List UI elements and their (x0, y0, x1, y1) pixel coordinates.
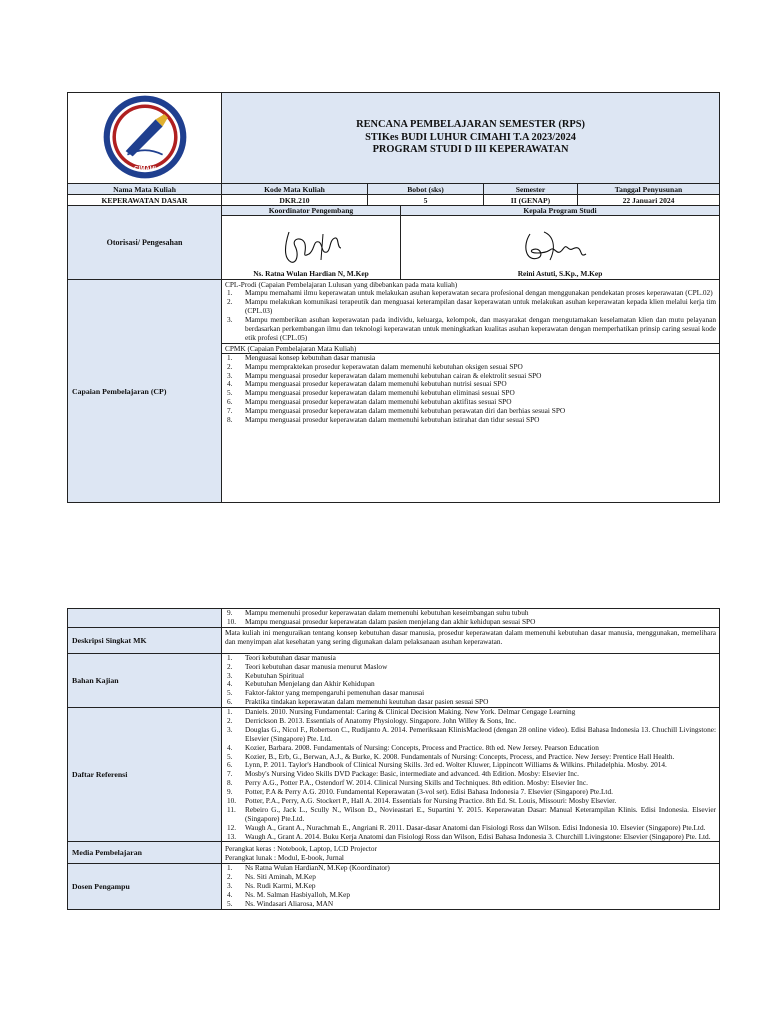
list-text: Mampu menguasai prosedur keperawatan dalam memenuhi kebutuhan istirahat dan tidur sesuai SPO (245, 415, 540, 425)
study-material-content (222, 653, 720, 707)
references-row (68, 708, 720, 842)
coordinator-name: Ns. Ratna Wulan Hardian N, M.Kep (253, 269, 369, 279)
list-text: Derrickson B. 2013. Essentials of Anatomy Physiology. Singapore. John Willey & Sons, Inc. (245, 716, 517, 726)
cpmk-list (225, 354, 716, 425)
list-number: 1. (227, 863, 233, 873)
cpmk-continued-row (68, 609, 720, 628)
authorization-header-row (68, 206, 720, 216)
list-text: Mampu mempraktekan prosedur keperawatan dalam memenuhi kebutuhan oksigen sesuai SPO (245, 361, 523, 371)
description-text: Mata kuliah ini menguraikan tentang konsep kebutuhan dasar manusia, prosedur keperawatan dalam memenuhi kebutuhan dasar manusia, menggunakan, memelihara dan menyimpan alat kesehatan yang sering digunakan dalam pelaksanaan asuhan keperawatan. (225, 627, 716, 646)
course-code-value: DKR.210 (222, 195, 368, 206)
list-number: 2. (227, 661, 233, 671)
list-text: Mampu menguasai prosedur keperawatan dalam memenuhi kebutuhan aktifitas sesuai SPO (245, 397, 512, 407)
cpl-list (225, 289, 716, 342)
page-2-table-wrap (67, 608, 720, 910)
cpl-heading: CPL-Prodi (Capaian Pembelajaran Lulusan yang dibebankan pada mata kuliah) (225, 280, 458, 290)
reference-item (225, 726, 716, 744)
list-text: Ns Ratna Wulan HardianN, M.Kep (Koordinator) (245, 863, 390, 873)
course-code-header: Kode Mata Kuliah (222, 184, 368, 195)
course-name-value: KEPERAWATAN DASAR (68, 195, 222, 206)
course-info-value-row (68, 195, 720, 206)
references-label: Daftar Referensi (68, 708, 222, 842)
learning-outcomes-label: Capaian Pembelajaran (CP) (68, 280, 222, 503)
list-text: Mampu melakukan komunikasi terapeutik dan menguasai keterampilan dasar keperawatan untuk melakukan asuhan keperawatan kepada klien melalui kerja tim (CPL.03) (245, 297, 717, 316)
institution-logo-icon (101, 93, 189, 181)
list-number: 9. (227, 608, 233, 617)
list-text: Potter, P.A., Perry, A.G. Stockert P., Hall A. 2014. Essentials for Nursing Practice. 8th Ed. St. Louis, Missouri: Mosby Elsevier. (245, 796, 617, 806)
lecturers-content (222, 864, 720, 909)
course-info-header-row (68, 184, 720, 195)
document-title-line-2: STIKes BUDI LUHUR CIMAHI T.A 2023/2024 (365, 131, 576, 143)
study-material-row (68, 653, 720, 707)
coordinator-signature-cell (222, 216, 401, 280)
list-number: 5. (227, 388, 233, 398)
date-header: Tanggal Penyusunan (578, 184, 720, 195)
head-of-program-label: Kepala Program Studi (401, 206, 720, 216)
list-text: Ns. Rudi Karmi, M.Kep (245, 881, 316, 891)
list-number: 3. (227, 315, 233, 324)
list-number: 10. (227, 796, 237, 806)
list-number: 3. (227, 881, 233, 891)
list-number: 13. (227, 831, 237, 841)
lecturers-list (225, 864, 716, 908)
cpl-item (225, 316, 716, 343)
authorization-label: Otorisasi/ Pengesahan (68, 206, 222, 280)
software-line: Perangkat lunak : Modul, E-book, Jurnal (225, 852, 344, 862)
list-text: Kebutuhan Menjelang dan Akhir Kehidupan (245, 679, 375, 689)
list-number: 12. (227, 822, 237, 832)
list-number: 1. (227, 707, 233, 717)
list-text: Mosby's Nursing Video Skills DVD Package: Basic, intermediate and advanced. 4th Edition. Mosby: Elsevier Inc. (245, 769, 579, 779)
learning-media-content (222, 842, 720, 864)
list-text: Ns. Siti Aminah, M.Kep (245, 872, 316, 882)
lecturers-label: Dosen Pengampu (68, 864, 222, 909)
cpmk-heading: CPMK (Capaian Pembelajaran Mata Kuliah) (225, 343, 357, 353)
semester-value: II (GENAP) (484, 195, 578, 206)
hardware-line: Perangkat keras : Notebook, Laptop, LCD Projector (225, 843, 377, 853)
list-number: 1. (227, 652, 233, 662)
list-text: Kozier, Barbara. 2008. Fundamentals of Nursing: Concepts, Process and Practice. 8th ed. New Jersey. Pearson Education (245, 742, 599, 752)
list-text: Ns. Windasari Aliarosa, MAN (245, 899, 334, 909)
logo-cell (68, 93, 222, 184)
list-text: Menguasai konsep kebutuhan dasar manusia (245, 352, 376, 362)
list-text: Faktor-faktor yang mempengaruhi pemenuhan dasar manusai (245, 688, 425, 698)
list-number: 2. (227, 361, 233, 371)
list-text: Kozier, B., Erb, G., Berwan, A.J., & Burke, K. 2008. Fundamentals of Nursing: Concepts, Process, and Practice. New Jersey: Prentice Hall Health. (245, 751, 675, 761)
learning-outcomes-row (68, 280, 720, 503)
list-text: Waugh A., Grant A., Nurachmah E., Angriani R. 2011. Dasar-dasar Anatomi dan Fisiologi Ross dan Wilson. Edisi Indonesia 10. Elsevier (Singapore) Pte.Ltd. (245, 822, 706, 832)
list-number: 2. (227, 872, 233, 882)
list-number: 3. (227, 670, 233, 680)
lecturer-item (225, 900, 716, 909)
cpmk-item (225, 416, 716, 425)
head-of-program-signature-cell (401, 216, 720, 280)
list-text: Lynn, P. 2011. Taylor's Handbook of Clinical Nursing Skills. 3rd ed. Wolter Kluwer, Lippincott Williams & Wilkins. Philadelphia. Mosby. 2014. (245, 760, 667, 770)
list-number: 7. (227, 406, 233, 416)
list-number: 8. (227, 415, 233, 425)
coordinator-label: Koordinator Pengembang (222, 206, 401, 216)
reference-item (225, 806, 716, 824)
credit-value: 5 (368, 195, 484, 206)
list-text: Teori kebutuhan dasar manusia (245, 652, 336, 662)
list-text: Douglas G., Nicol F., Robertson C., Rudijanto A. 2014. Pemeriksaan KlinisMacleod (dengan 28 online video). Edisi Bahasa Indonesia 13. Chuchill Livingstone: Elsevier (Singapore) Pte. Ltd. (245, 724, 716, 743)
list-number: 7. (227, 769, 233, 779)
list-text: Mampu memberikan asuhan keperawatan pada individu, keluarga, kelompok, dan masyarakat dengan mengutamakan keselamatan klien dan mutu pelayanan berdasarkan perkembangan ilmu dan teknologi keperawatan untuk meningkatkan kualitas asuhan keperawatan dengan memperhatikan prinsip caring sesuai kode etik profesi (CPL.05) (245, 315, 717, 342)
list-text: Perry A.G., Potter P.A., Ostendorf W. 2014. Clinical Nursing Skills and Techniques. 8th edition. Mosby: Elsevier Inc. (245, 778, 588, 788)
list-number: 6. (227, 697, 233, 707)
list-number: 10. (227, 616, 237, 626)
list-text: Teori kebutuhan dasar manusia menurut Maslow (245, 661, 388, 671)
document-title-line-1: RENCANA PEMBELAJARAN SEMESTER (RPS) (356, 119, 585, 131)
list-number: 5. (227, 751, 233, 761)
list-text: Rebeiro G., Jack L., Scully N., Wilson D., Novieastari E., Supartini Y. 2015. Keperawatan Dasar: Manual Keterampilan Klinis. Edisi Indonesia. Elsevier (Singapore) Pte.Ltd. (245, 804, 716, 823)
list-number: 4. (227, 742, 233, 752)
learning-media-row (68, 842, 720, 864)
study-material-label: Bahan Kajian (68, 653, 222, 707)
description-content (222, 627, 720, 653)
head-of-program-name: Reini Astuti, S.Kp., M.Kep (517, 269, 603, 279)
document-title-line-3: PROGRAM STUDI D III KEPERAWATAN (372, 144, 569, 156)
semester-header: Semester (484, 184, 578, 195)
list-number: 1. (227, 288, 233, 298)
list-number: 6. (227, 397, 233, 407)
title-cell (222, 93, 720, 184)
rps-table-page-1 (67, 92, 720, 503)
reference-item (225, 833, 716, 842)
description-row (68, 627, 720, 653)
credit-header: Bobot (sks) (368, 184, 484, 195)
cpmk-item (225, 618, 716, 627)
cpl-item (225, 298, 716, 316)
date-value: 22 Januari 2024 (578, 195, 720, 206)
description-label: Deskripsi Singkat MK (68, 627, 222, 653)
list-number: 5. (227, 899, 233, 909)
list-text: Daniels. 2010. Nursing Fundamental: Caring & Clinical Decision Making. New York. Delmar Cengage Learning (245, 707, 576, 717)
list-number: 2. (227, 716, 233, 726)
list-number: 6. (227, 760, 233, 770)
list-text: Kebutuhan Spiritual (245, 670, 304, 680)
list-number: 3. (227, 370, 233, 380)
logo-text: CIMAHI (133, 165, 156, 173)
list-text: Ns. M. Salman Hasbiyalloh, M.Kep (245, 890, 350, 900)
learning-media-label: Media Pembelajaran (68, 842, 222, 864)
list-number: 9. (227, 787, 233, 797)
rps-table-page-2 (67, 608, 720, 910)
list-text: Mampu menguasai prosedur keperawatan dalam memenuhi kebutuhan perawatan diri dan berhias sesuai SPO (245, 406, 566, 416)
course-name-header: Nama Mata Kuliah (68, 184, 222, 195)
coordinator-signature-icon (225, 224, 404, 270)
cpmk-continued-list (225, 609, 716, 627)
page-1-table-wrap (67, 92, 720, 503)
study-material-item (225, 698, 716, 707)
list-number: 3. (227, 724, 233, 734)
list-number: 1. (227, 352, 233, 362)
learning-outcomes-content (222, 280, 720, 503)
list-number: 5. (227, 688, 233, 698)
list-text: Waugh A., Grant A. 2014. Buku Kerja Anatomi dan Fisiologi Ross dan Wilson, Edisi Bahasa Indonesia 3. Churchill Livingstone: Elsevier (Singapore) Pte. Ltd. (245, 831, 711, 841)
list-number: 4. (227, 379, 233, 389)
list-text: Mampu memenuhi prosedur keperawatan dalam memenuhi kebutuhan keseimbangan suhu tubuh (245, 608, 529, 617)
head-of-program-signature-icon (404, 224, 716, 270)
list-number: 11. (227, 804, 236, 814)
cpmk-continued-content (222, 609, 720, 628)
list-number: 8. (227, 778, 233, 788)
list-text: Mampu menguasai prosedur keperawatan dalam pasien menjelang dan akhir kehidupan sesuai SPO (245, 616, 536, 626)
references-content (222, 708, 720, 842)
list-text: Mampu menguasai prosedur keperawatan dalam memenuhi kebutuhan nutrisi sesuai SPO (245, 379, 507, 389)
references-list (225, 708, 716, 841)
list-text: Mampu menguasai prosedur keperawatan dalam memenuhi kebutuhan cairan & elektrolit sesuai SPO (245, 370, 542, 380)
list-text: Potter, P.A & Perry A.G. 2010. Fundamental Keperawatan (3-vol set). Edisi Bahasa Indonesia 7. Elsevier (Singapore) Pte.Ltd. (245, 787, 613, 797)
list-number: 4. (227, 679, 233, 689)
list-number: 4. (227, 890, 233, 900)
list-number: 2. (227, 297, 233, 307)
cpmk-continued-label-cell (68, 609, 222, 628)
list-text: Mampu memahami ilmu keperawatan untuk melakukan asuhan keperawatan secara profesional dengan menggunakan pendekatan proses keperawatan (CPL.02) (245, 288, 713, 298)
list-text: Mampu menguasai prosedur keperawatan dalam memenuhi kebutuhan eliminasi sesuai SPO (245, 388, 515, 398)
study-material-list (225, 654, 716, 707)
lecturers-row (68, 864, 720, 909)
list-text: Praktika tindakan keperawatan dalam memenuhi keutuhan dasar pasien sesuai SPO (245, 697, 489, 707)
